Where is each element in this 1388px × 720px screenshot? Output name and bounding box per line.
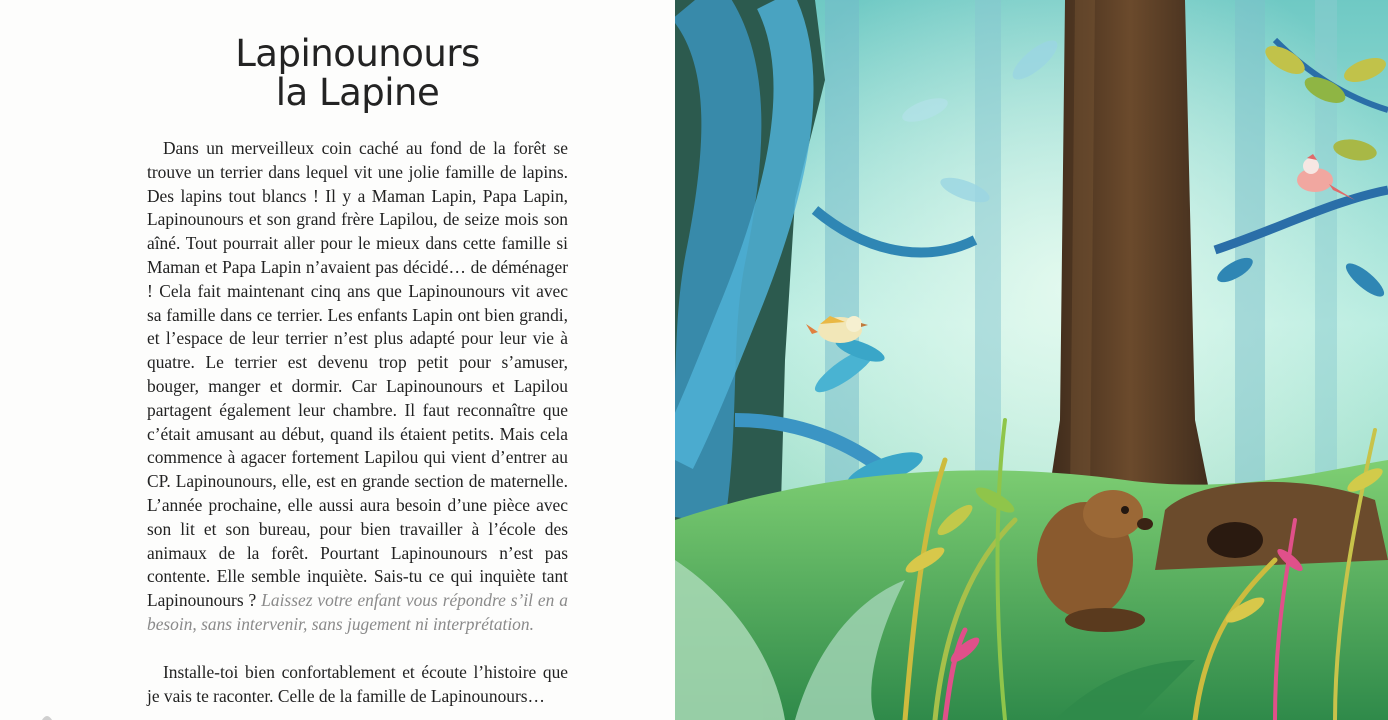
- story-paragraph-2: Installe-toi bien confortablement et écoute l’histoire que je vais te raconter. Celle de la famille de Lapinounours…: [147, 661, 568, 706]
- story-paragraph-1-main: Dans un merveilleux coin caché au fond de la forêt se trouve un terrier dans lequel vit une jolie famille de lapins. Des lapins tout blancs ! Il y a Maman Lapin, Papa Lapin, Lapinounours et son grand frère Lapilou, de seize mois son aîné. Tout pourrait aller pour le mieux dans cette famille si Maman et Papa Lapin n’avaient pas décidé… de déménager ! Cela fait maintenant cinq ans que Lapinounours vit avec sa famille dans ce terrier. Les enfants Lapin ont bien grandi, et l’espace de leur terrier n’est plus adapté pour leur vie à quatre. Le terrier est devenu trop petit pour s’amuser, bouger, manger et dormir. Car Lapinounours et Lapilou partagent également leur chambre. Il faut reconnaître que c’était amusant au début, quand ils étaient petits. Mais cela commence à agacer fortement Lapilou qui vient d’entrer au CP. Lapinounours, elle, est en grande section de maternelle. L’année prochaine, elle aussi aura besoin d’une pièce avec son lit et son bureau, pour bien travailler à l’école des animaux de la forêt. Pourtant Lapinounours n’est pas contente. Elle semble inquiète. Sais-tu ce qui inquiète tant Lapinounours ?: [147, 138, 568, 611]
- parent-guidance-note: Laissez votre enfant vous répondre s’il en a besoin, sans intervenir, sans jugement ni interprétation.: [147, 590, 568, 634]
- story-paragraph-1: [147, 137, 568, 637]
- text-page: [0, 0, 675, 720]
- burrow-mound: [1155, 482, 1388, 570]
- page-title: [0, 34, 715, 112]
- forest-scene-image: [675, 0, 1388, 720]
- burrow-hole: [1207, 522, 1263, 558]
- title-line-1: Lapinounours: [235, 32, 480, 75]
- story-text: [147, 137, 568, 708]
- forest-illustration: [675, 0, 1388, 720]
- title-line-2: la Lapine: [275, 71, 440, 114]
- page-corner-mark: [40, 708, 54, 720]
